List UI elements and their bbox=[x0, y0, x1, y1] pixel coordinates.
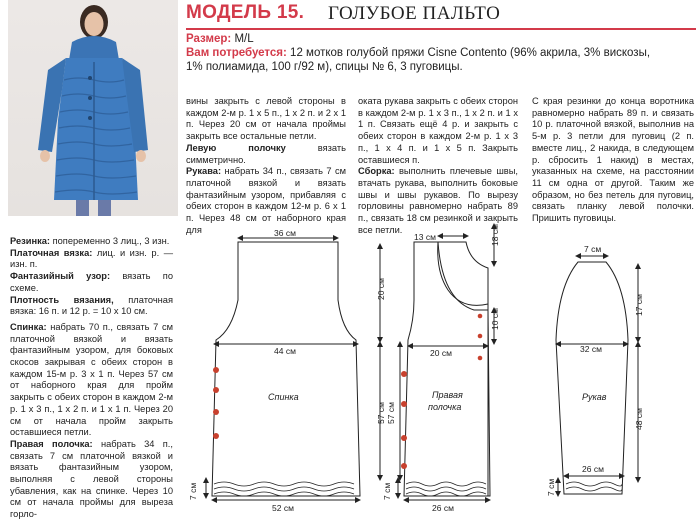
gauge-text: платочная вязка: 16 п. и 12 р. = 10 х 10 см. bbox=[10, 294, 173, 317]
size-label: Размер: bbox=[186, 33, 232, 45]
assembly-label: Сборка: bbox=[358, 166, 395, 177]
fancy-label: Фантазийный узор: bbox=[10, 271, 111, 282]
front-length: 57 см bbox=[386, 402, 396, 424]
back-bottom-width: 52 см bbox=[272, 503, 294, 513]
front-border: 7 см bbox=[382, 482, 392, 500]
cap-text: оката рукава закрыть с обеих сторон в каждом 2-м р. 1 х 3 п., 1 х 2 п. и 1 х 1 п. Связать ещё 4 р. и закрыть с обеих сторон в каждом 2-м р. 1 х 3 п., 1 х 4 п. и 1 х 5 п. Закрыть оставшиеся п. bbox=[358, 96, 518, 165]
back-mark-1 bbox=[213, 367, 219, 373]
materials-line-2: 1% полиамида, 100 г/92 м), спицы № 6, 3 пуговицы. bbox=[186, 61, 463, 73]
sleeves-label: Рукава: bbox=[186, 166, 222, 177]
back-text: набрать 70 п., связать 7 см платочной вязкой и вязать фантазийным узором, для боковых скосов закрывая с обеих сторон в каждом 15-м р. 3 х 1 п. Через 57 см от наборного края для пройм закрыть с обеих сторон в каждом 2-м р. 1 х 3 п., 1 х 2 п. и 1 х 1 п. Через 20 см от начала пройм закрыть оставшиеся петли. bbox=[10, 321, 173, 438]
back-label: Спинка: bbox=[10, 321, 47, 332]
collar-text: С края резинки до конца воротника равномерно набрать 89 п. и связать 10 р. платочной вязкой, выполнив на 5-м р. 3 петли для пуговиц (2 п. вместе лиц., 2 накида, в следующем р. сбросить 1 накид) в местах, указанных на схеме, на расстоянии 11 см одна от другой. Таким же образом, но без петель для пуговиц, связать планку левой полочки. Пришить пуговицы. bbox=[532, 96, 694, 224]
materials-line bbox=[186, 46, 698, 60]
rib-label: Резинка: bbox=[10, 236, 51, 246]
buttonhole-1 bbox=[478, 314, 483, 319]
back-label-name: Спинка bbox=[268, 392, 299, 402]
instructions-column-1 bbox=[10, 236, 173, 521]
garter-text: лиц. и изн. р. — изн. п. bbox=[10, 247, 173, 270]
model-title: ГОЛУБОЕ ПАЛЬТО bbox=[328, 3, 501, 24]
buttonhole-3 bbox=[478, 356, 483, 361]
front-chest-width: 20 см bbox=[430, 348, 452, 358]
front-mark-2 bbox=[401, 401, 407, 407]
title-row bbox=[186, 2, 696, 28]
model-photo bbox=[8, 0, 178, 216]
size-line bbox=[186, 32, 698, 46]
front-collar-height: 18 см bbox=[490, 224, 500, 246]
front-label-line2: полочка bbox=[428, 402, 462, 412]
back-top-width: 36 см bbox=[274, 228, 296, 238]
front-mark-1 bbox=[401, 371, 407, 377]
back-mark-3 bbox=[213, 409, 219, 415]
front-mark-3 bbox=[401, 435, 407, 441]
front-mark-4 bbox=[401, 463, 407, 469]
materials-block bbox=[186, 32, 698, 74]
sleeve-length: 48 см bbox=[634, 408, 644, 430]
back-border: 7 см bbox=[188, 482, 198, 500]
size-value: M/L bbox=[231, 33, 254, 45]
assembly-text: выполнить плечевые швы, втачать рукава, выполнить боковые швы и швы рукавов. По вырезу горловины равномерно набрать 89 п., связать 18 см резинкой и закрыть все петли. bbox=[358, 166, 518, 235]
materials-label: Вам потребуется: bbox=[186, 47, 287, 59]
front-buttonholes bbox=[478, 314, 483, 361]
back-dot-row bbox=[213, 367, 219, 439]
instructions-column-4 bbox=[532, 96, 694, 225]
front-band: 10 см bbox=[490, 308, 500, 330]
sleeve-schematic bbox=[556, 256, 638, 494]
garter-label: Платочная вязка: bbox=[10, 247, 93, 258]
front-schematic bbox=[398, 226, 494, 500]
right-front-label: Правая полочка: bbox=[10, 438, 93, 449]
sleeves-text: набрать 34 п., связать 7 см платочной вязкой и вязать фантазийным узором, прибавляя с обеих сторон в каждом 12-м р. 6 х 1 п. Через 48 см от наборного края для bbox=[186, 166, 346, 235]
back-chest-width: 44 см bbox=[274, 346, 296, 356]
sleeve-upper-width: 32 см bbox=[580, 344, 602, 354]
front-dot-row bbox=[401, 371, 407, 469]
gauge-label: Плотность вязания, bbox=[10, 294, 114, 305]
model-number: МОДЕЛЬ 15. bbox=[186, 2, 305, 23]
buttonhole-2 bbox=[478, 334, 483, 339]
sleeve-cap-height: 17 см bbox=[634, 294, 644, 316]
sleeve-cuff-width: 26 см bbox=[582, 464, 604, 474]
left-front-text: вязать симметрично. bbox=[186, 142, 346, 165]
back-mark-4 bbox=[213, 433, 219, 439]
sleeve-label-name: Рукав bbox=[582, 392, 607, 402]
fancy-text: вязать по схеме. bbox=[10, 271, 173, 293]
left-front-label: Левую полочку bbox=[186, 142, 286, 153]
title-divider bbox=[186, 28, 696, 30]
back-schematic bbox=[206, 238, 380, 500]
back-armhole: 20 см bbox=[376, 278, 386, 300]
back-length: 57 см bbox=[376, 402, 386, 424]
sleeve-border: 7 см bbox=[546, 478, 556, 496]
neckline-text: вины закрыть с левой стороны в каждом 2-м р. 1 х 5 п., 1 х 2 п. и 2 х 1 п. Через 20 см от начала проймы закрыть все остальные петли. bbox=[186, 96, 346, 142]
front-label-line1: Правая bbox=[432, 390, 463, 400]
sleeve-cap-top: 7 см bbox=[584, 244, 602, 254]
rib-text: попеременно 3 лиц., 3 изн. bbox=[50, 236, 170, 246]
front-bottom-width: 26 см bbox=[432, 503, 454, 513]
right-front-text: набрать 34 п., связать 7 см платочной вязкой и вязать фантазийным узором, выполняя с левой стороны убавления, как на спинке. Через 10 см от начала проймы для выреза горло- bbox=[10, 438, 173, 520]
back-mark-2 bbox=[213, 387, 219, 393]
instructions-column-3 bbox=[358, 96, 518, 236]
coat-illustration bbox=[8, 0, 178, 216]
materials-text: 12 мотков голубой пряжи Cisne Contento (96% акрила, 3% вискозы, bbox=[286, 47, 651, 59]
instructions-column-2 bbox=[186, 96, 346, 236]
front-collar-width: 13 см bbox=[414, 232, 436, 242]
